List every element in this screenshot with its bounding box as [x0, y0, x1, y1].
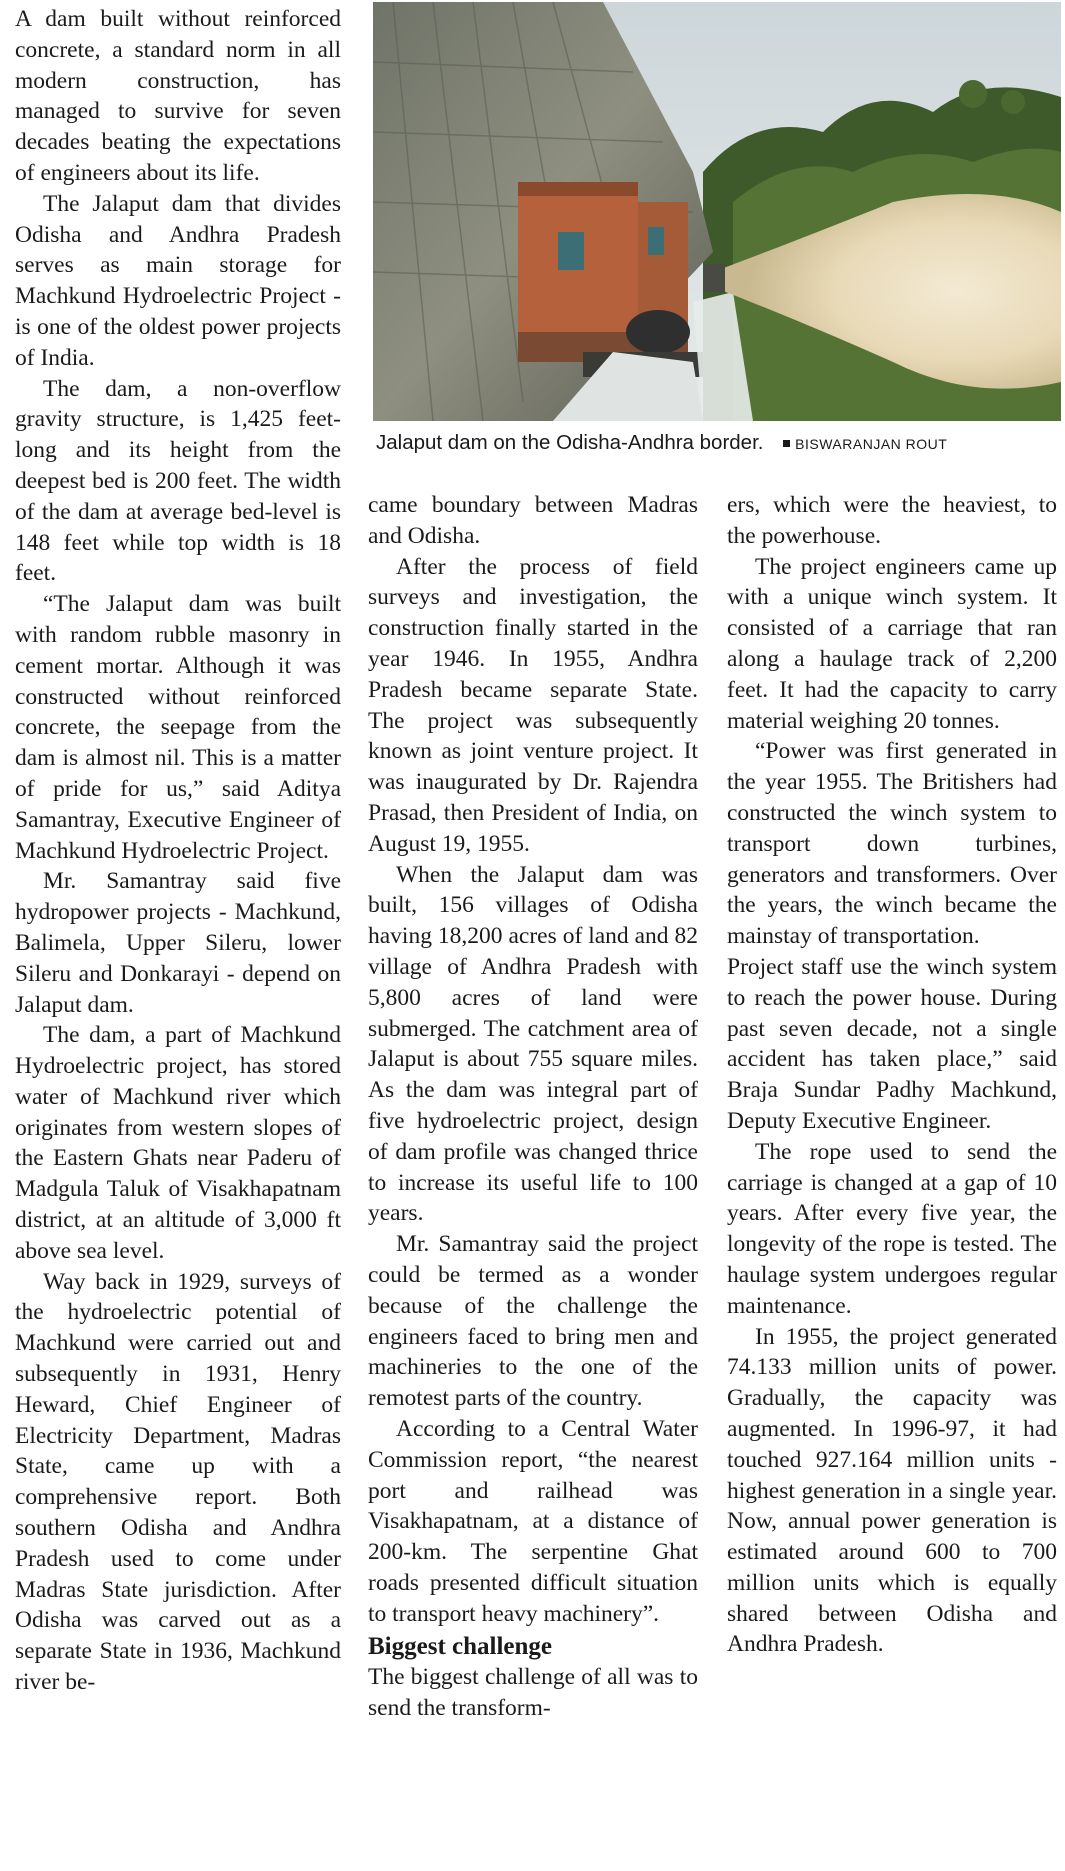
credit-text: BISWARANJAN ROUT	[795, 436, 948, 452]
paragraph: The dam, a part of Machkund Hydroelectric project, has stored water of Machkund river which originates from western slopes of the Eastern Ghats near Paderu of Madgula Taluk of Visakhapatnam district, at an altitude of 3,000 ft above sea level.	[15, 1022, 341, 1264]
paragraph: The project engineers came up with a unique winch system. It consisted of a carriage that ran along a haulage track of 2,200 feet. It had the capacity to carry material weighing 20 tonnes.	[727, 553, 1057, 734]
paragraph: “The Jalaput dam was built with random rubble masonry in cement mortar. Although it was constructed without reinforced concrete, the seepage from the dam is almost nil. This is a matter of pride for us,” said Aditya Samantray, Executive Engineer of Machkund Hydroelectric Project.	[15, 591, 341, 864]
paragraph: “Power was first generated in the year 1955. The Britishers had constructed the winch system to transport down turbines, generators and transformers. Over the years, the winch became the mainstay of transportation.	[727, 738, 1057, 950]
paragraph: Project staff use the winch system to reach the power house. During past seven decade, not a single accident has taken place,” said Braja Sundar Padhy Machkund, Deputy Executive Engineer.	[727, 953, 1057, 1134]
dam-illustration	[373, 2, 1061, 421]
photo-caption	[376, 430, 1056, 457]
caption-text: Jalaput dam on the Odisha-Andhra border.	[376, 431, 764, 454]
paragraph: ers, which were the heaviest, to the powerhouse.	[727, 492, 1057, 549]
paragraph: The rope used to send the carriage is changed at a gap of 10 years. After every five year, the longevity of the rope is tested. The haulage system undergoes regular maintenance.	[727, 1138, 1057, 1319]
article-column-3	[727, 490, 1057, 1660]
bullet-square-icon	[783, 440, 790, 447]
photo-credit	[783, 436, 947, 452]
article-column-1	[15, 4, 341, 1698]
paragraph: Mr. Samantray said five hydropower projects - Machkund, Balimela, Upper Sileru, lower Sileru and Donkarayi - depend on Jalaput dam.	[15, 868, 341, 1018]
subheading: Biggest challenge	[368, 1633, 553, 1661]
paragraph: According to a Central Water Commission report, “the nearest port and railhead was Visakhapatnam, at a distance of 200-km. The serpentine Ghat roads presented difficult situation to transport heavy machinery”.	[368, 1415, 698, 1627]
paragraph: After the process of field surveys and investigation, the construction finally started in the year 1946. In 1955, Andhra Pradesh became separate State. The project was subsequently known as joint venture project. It was inaugurated by Dr. Rajendra Prasad, then President of India, on August 19, 1955.	[368, 553, 698, 857]
paragraph: A dam built without reinforced concrete, a standard norm in all modern construction, has managed to survive for seven decades beating the expectations of engineers about its life.	[15, 6, 341, 186]
dam-photo	[373, 2, 1061, 421]
paragraph: Way back in 1929, surveys of the hydroelectric potential of Machkund were carried out and subsequently in 1931, Henry Heward, Chief Engineer of Electricity Department, Madras State, came up with a comprehensive report. Both southern Odisha and Andhra Pradesh used to come under Madras State jurisdiction. After Odisha was carved out as a separate State in 1936, Machkund river be-	[15, 1268, 341, 1696]
paragraph: When the Jalaput dam was built, 156 villages of Odisha having 18,200 acres of land and 82 village of Andhra Pradesh with 5,800 acres of land were submerged. The catchment area of Jalaput is about 755 square miles. As the dam was integral part of five hydroelectric project, design of dam profile was changed thrice to increase its useful life to 100 years.	[368, 861, 698, 1227]
paragraph: The Jalaput dam that divides Odisha and Andhra Pradesh serves as main storage for Machkund Hydroelectric Project - is one of the oldest power projects of India.	[15, 190, 341, 371]
paragraph: The biggest challenge of all was to send the transform-	[368, 1664, 698, 1722]
article-column-2	[368, 490, 698, 1724]
paragraph: Mr. Samantray said the project could be termed as a wonder because of the challenge the engineers faced to bring men and machineries to the one of the remotest parts of the country.	[368, 1231, 698, 1412]
paragraph: The dam, a non-overflow gravity structure, is 1,425 feet-long and its height from the deepest bed is 200 feet. The width of the dam at average bed-level is 148 feet while top width is 18 feet.	[15, 375, 341, 587]
paragraph: In 1955, the project generated 74.133 million units of power. Gradually, the capacity was augmented. In 1996-97, it had touched 927.164 million units - highest generation in a single year. Now, annual power generation is estimated around 600 to 700 million units which is equally shared between Odisha and Andhra Pradesh.	[727, 1323, 1057, 1658]
paragraph: came boundary between Madras and Odisha.	[368, 492, 698, 549]
